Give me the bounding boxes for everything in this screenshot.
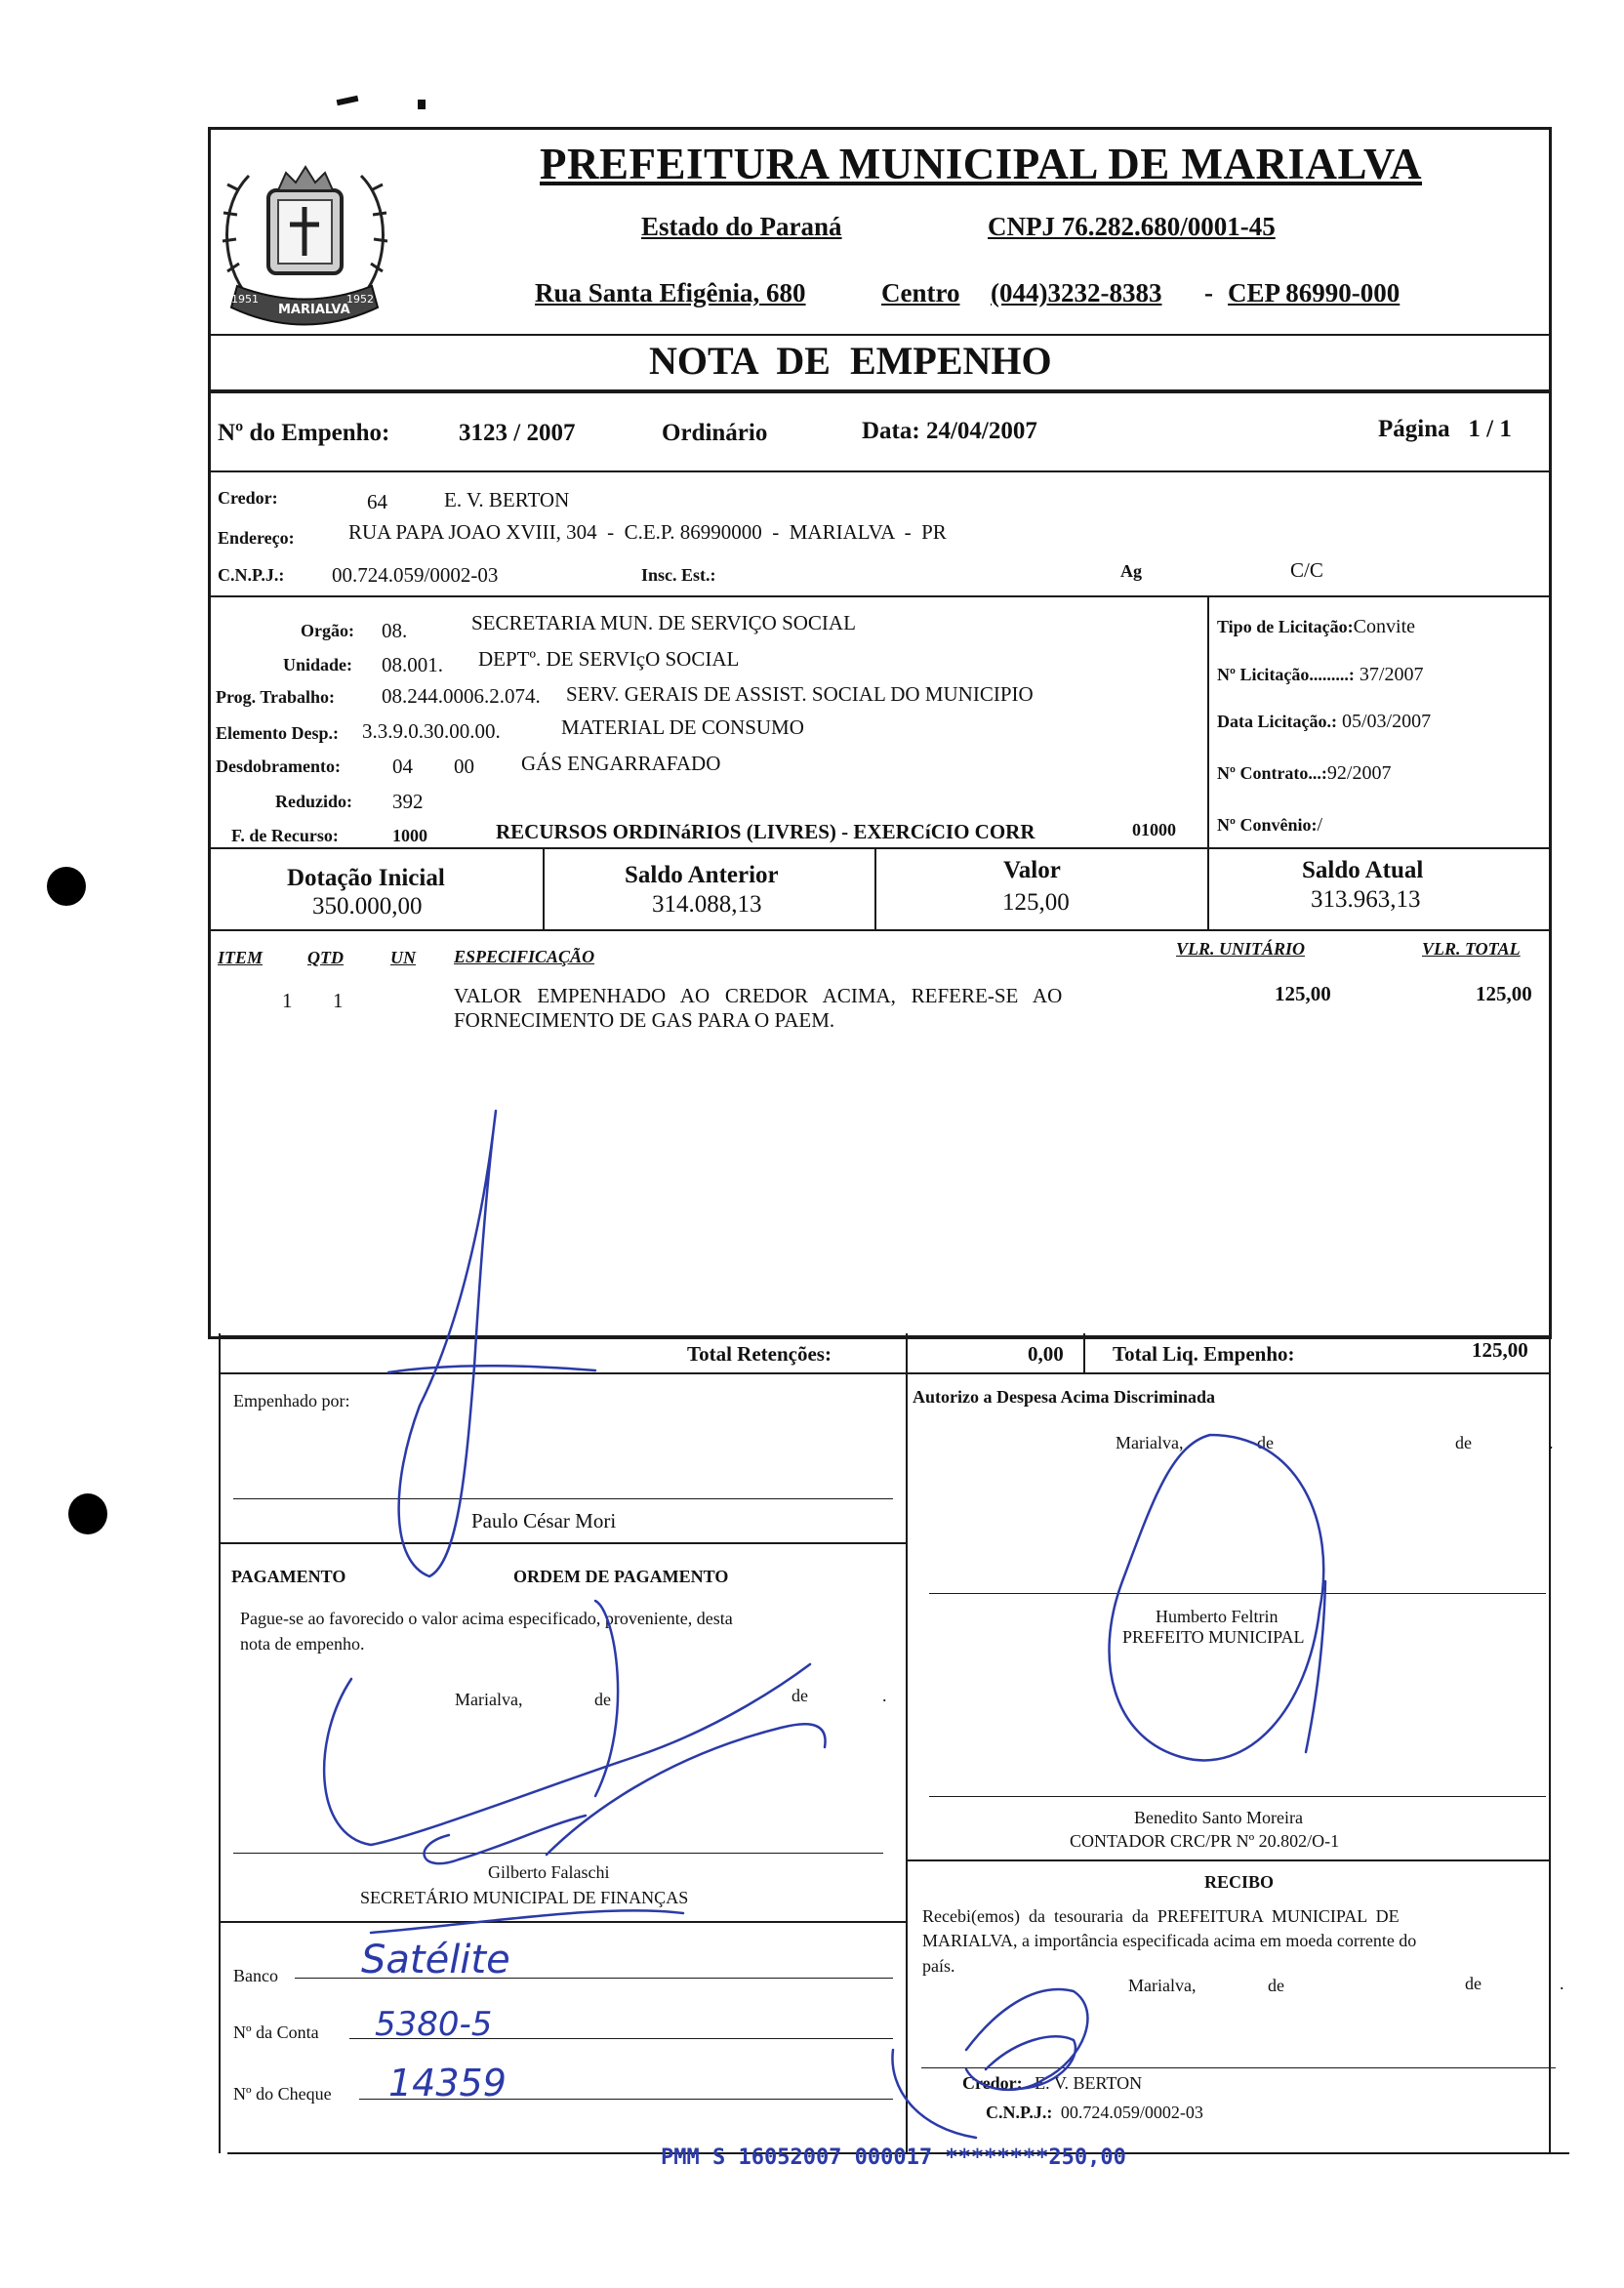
- item-qtd: 1: [333, 989, 344, 1012]
- recibo-credor: [962, 2073, 1142, 2094]
- credor-address: RUA PAPA JOAO XVIII, 304 - C.E.P. 86990000 - MARIALVA - PR: [348, 520, 947, 544]
- fonte-code-2: 01000: [1132, 820, 1176, 839]
- ordem-dot: .: [882, 1686, 887, 1705]
- empenhado-name: Paulo César Mori: [471, 1509, 617, 1532]
- col-qtd: QTD: [307, 948, 344, 967]
- retencoes-value: 0,00: [1028, 1342, 1064, 1366]
- recibo-line-2: MARIALVA, a importância especificada acima em moeda corrente do: [922, 1931, 1417, 1950]
- pague-line-2: nota de empenho.: [240, 1634, 365, 1654]
- saldo-anterior-label: Saldo Anterior: [625, 862, 779, 888]
- tipo-licitacao: [1217, 616, 1415, 638]
- tipo-licitacao-label: Tipo de Licitação:: [1217, 617, 1354, 636]
- page-number: Página 1 / 1: [1378, 416, 1512, 442]
- punch-hole: [47, 867, 86, 906]
- address-label: Endereço:: [218, 528, 295, 548]
- bank-stamp: PMM S 16052007 000017 ********250,00: [661, 2145, 1126, 2170]
- saldo-atual-label: Saldo Atual: [1302, 857, 1424, 883]
- tipo-licitacao-value: Convite: [1353, 616, 1416, 637]
- col-un: UN: [390, 948, 416, 967]
- col-especificacao: ESPECIFICAÇÃO: [454, 947, 595, 966]
- banco-value[interactable]: Satélite: [361, 1938, 510, 1982]
- num-licitacao-label: Nº Licitação.........:: [1217, 665, 1355, 684]
- contador-role: CONTADOR CRC/PR Nº 20.802/O-1: [1070, 1831, 1340, 1851]
- autorizo-label: Autorizo a Despesa Acima Discriminada: [913, 1387, 1215, 1407]
- ordem-city: Marialva,: [455, 1690, 523, 1709]
- dash-separator: -: [1204, 278, 1213, 307]
- seal-text: MARIALVA: [278, 303, 350, 317]
- cheque-label: Nº do Cheque: [233, 2084, 332, 2104]
- phone: (044)3232-8383: [991, 278, 1162, 307]
- recibo-city: Marialva,: [1128, 1976, 1197, 1995]
- unidade-code: 08.001.: [382, 653, 443, 676]
- address: Rua Santa Efigênia, 680: [535, 278, 806, 307]
- desdobramento-code-1: 04: [392, 755, 413, 778]
- recibo-credor-name: E. V. BERTON: [1035, 2073, 1143, 2093]
- dotacao-value: 350.000,00: [312, 893, 423, 919]
- reduzido-label: Reduzido:: [275, 792, 353, 811]
- credor-code: 64: [367, 490, 387, 513]
- num-licitacao: [1217, 664, 1423, 686]
- punch-hole: [68, 1493, 107, 1534]
- col-vlr-total: VLR. TOTAL: [1422, 939, 1521, 959]
- contrato: [1217, 762, 1391, 785]
- desdobramento-code-2: 00: [454, 755, 474, 778]
- district: Centro: [881, 278, 960, 307]
- ag-label: Ag: [1120, 561, 1142, 581]
- cheque-value[interactable]: 14359: [388, 2062, 507, 2104]
- empenhado-label: Empenhado por:: [233, 1391, 350, 1410]
- convenio-value: /: [1317, 814, 1323, 836]
- ordem-de-1: de: [594, 1690, 611, 1709]
- autorizo-dot: .: [1549, 1433, 1554, 1452]
- conta-label: Nº da Conta: [233, 2022, 319, 2042]
- ordem-pagamento-label: ORDEM DE PAGAMENTO: [513, 1567, 729, 1586]
- recibo-cnpj-label: C.N.P.J.:: [986, 2103, 1053, 2122]
- prefeito-role: PREFEITO MUNICIPAL: [1122, 1627, 1305, 1647]
- secretario-role: SECRETÁRIO MUNICIPAL DE FINANÇAS: [360, 1888, 689, 1907]
- recibo-line-1: Recebi(emos) da tesouraria da PREFEITURA MUNICIPAL DE: [922, 1906, 1400, 1926]
- item-unit-price: 125,00: [1275, 982, 1331, 1005]
- contrato-value: 92/2007: [1326, 762, 1392, 784]
- item-desc-line-2: FORNECIMENTO DE GAS PARA O PAEM.: [454, 1008, 835, 1032]
- scan-mark: [337, 96, 359, 105]
- convenio-label: Nº Convênio:: [1217, 815, 1318, 835]
- elemento-name: MATERIAL DE CONSUMO: [561, 715, 804, 739]
- state-name: Estado do Paraná: [641, 212, 842, 241]
- prog-code: 08.244.0006.2.074.: [382, 684, 541, 708]
- empenho-number: 3123 / 2007: [459, 420, 576, 446]
- cep: CEP 86990-000: [1228, 278, 1401, 307]
- pagamento-label: PAGAMENTO: [231, 1567, 346, 1586]
- recibo-cnpj-value: 00.724.059/0002-03: [1060, 2103, 1203, 2122]
- prefeito-name: Humberto Feltrin: [1156, 1607, 1279, 1626]
- col-item: ITEM: [218, 948, 264, 967]
- data-licitacao-label: Data Licitação.:: [1217, 712, 1337, 731]
- municipal-seal: [210, 137, 400, 337]
- valor-label: Valor: [1003, 857, 1061, 883]
- ordem-de-2: de: [792, 1686, 808, 1705]
- saldo-atual-value: 313.963,13: [1311, 886, 1421, 913]
- seal-year-right: 1952: [346, 293, 374, 306]
- fonte-name: RECURSOS ORDINáRIOS (LIVRES) - EXERCíCIO CORR: [496, 820, 1035, 843]
- saldo-anterior-value: 314.088,13: [652, 891, 762, 918]
- desdobramento-label: Desdobramento:: [216, 756, 341, 776]
- data-licitacao-value: 05/03/2007: [1336, 711, 1432, 732]
- contador-name: Benedito Santo Moreira: [1134, 1808, 1303, 1827]
- seal-year-left: 1951: [231, 293, 259, 306]
- fonte-label: F. de Recurso:: [231, 826, 339, 845]
- unidade-name: DEPTº. DE SERVIçO SOCIAL: [478, 647, 740, 671]
- scan-mark: [418, 100, 426, 109]
- recibo-dot: .: [1560, 1974, 1564, 1993]
- conta-value[interactable]: 5380-5: [375, 2005, 493, 2044]
- empenho-date: Data: 24/04/2007: [862, 418, 1037, 444]
- autorizo-de-1: de: [1257, 1433, 1274, 1452]
- num-licitacao-value: 37/2007: [1354, 664, 1424, 685]
- liq-empenho-value: 125,00: [1472, 1338, 1528, 1362]
- recibo-label: RECIBO: [1204, 1872, 1275, 1892]
- credor-name: E. V. BERTON: [444, 488, 570, 511]
- item-number: 1: [282, 989, 293, 1012]
- recibo-de-2: de: [1465, 1974, 1482, 1993]
- secretario-name: Gilberto Falaschi: [488, 1862, 610, 1882]
- empenho-type: Ordinário: [662, 420, 768, 446]
- contrato-label: Nº Contrato...:: [1217, 763, 1327, 783]
- orgao-code: 08.: [382, 619, 408, 642]
- unidade-label: Unidade:: [283, 655, 353, 674]
- banco-label: Banco: [233, 1966, 278, 1985]
- data-licitacao: [1217, 711, 1431, 733]
- municipality-title: PREFEITURA MUNICIPAL DE MARIALVA: [540, 140, 1423, 188]
- orgao-name: SECRETARIA MUN. DE SERVIÇO SOCIAL: [471, 611, 856, 634]
- cc-label: C/C: [1290, 558, 1323, 582]
- orgao-label: Orgão:: [301, 621, 354, 640]
- item-desc-line-1: VALOR EMPENHADO AO CREDOR ACIMA, REFERE-SE AO: [454, 984, 1063, 1007]
- cnpj: CNPJ 76.282.680/0001-45: [988, 212, 1276, 241]
- prog-name: SERV. GERAIS DE ASSIST. SOCIAL DO MUNICIPIO: [566, 682, 1034, 706]
- credor-label: Credor:: [218, 488, 278, 508]
- item-total: 125,00: [1476, 982, 1532, 1005]
- desdobramento-name: GÁS ENGARRAFADO: [521, 752, 721, 775]
- col-vlr-unitario: VLR. UNITÁRIO: [1176, 939, 1306, 959]
- recibo-cnpj: [986, 2103, 1203, 2123]
- recibo-credor-label: Credor:: [962, 2073, 1023, 2093]
- elemento-label: Elemento Desp.:: [216, 723, 339, 743]
- document-title: NOTA DE EMPENHO: [649, 339, 1052, 383]
- insc-est-label: Insc. Est.:: [641, 565, 716, 585]
- pague-line-1: Pague-se ao favorecido o valor acima especificado, proveniente, desta: [240, 1609, 733, 1628]
- credor-cnpj: 00.724.059/0002-03: [332, 563, 499, 587]
- dotacao-label: Dotação Inicial: [287, 865, 445, 891]
- prog-label: Prog. Trabalho:: [216, 687, 336, 707]
- autorizo-de-2: de: [1455, 1433, 1472, 1452]
- valor-value: 125,00: [1002, 889, 1070, 916]
- elemento-code: 3.3.9.0.30.00.00.: [362, 719, 501, 743]
- recibo-de-1: de: [1268, 1976, 1284, 1995]
- autorizo-city: Marialva,: [1116, 1433, 1184, 1452]
- empenho-label: Nº do Empenho:: [218, 420, 390, 446]
- retencoes-label: Total Retenções:: [687, 1342, 832, 1366]
- reduzido-value: 392: [392, 790, 424, 813]
- fonte-code: 1000: [392, 826, 427, 845]
- liq-empenho-label: Total Liq. Empenho:: [1113, 1342, 1295, 1366]
- recibo-line-3: país.: [922, 1956, 955, 1976]
- cnpj-label: C.N.P.J.:: [218, 565, 285, 585]
- convenio: [1217, 814, 1322, 837]
